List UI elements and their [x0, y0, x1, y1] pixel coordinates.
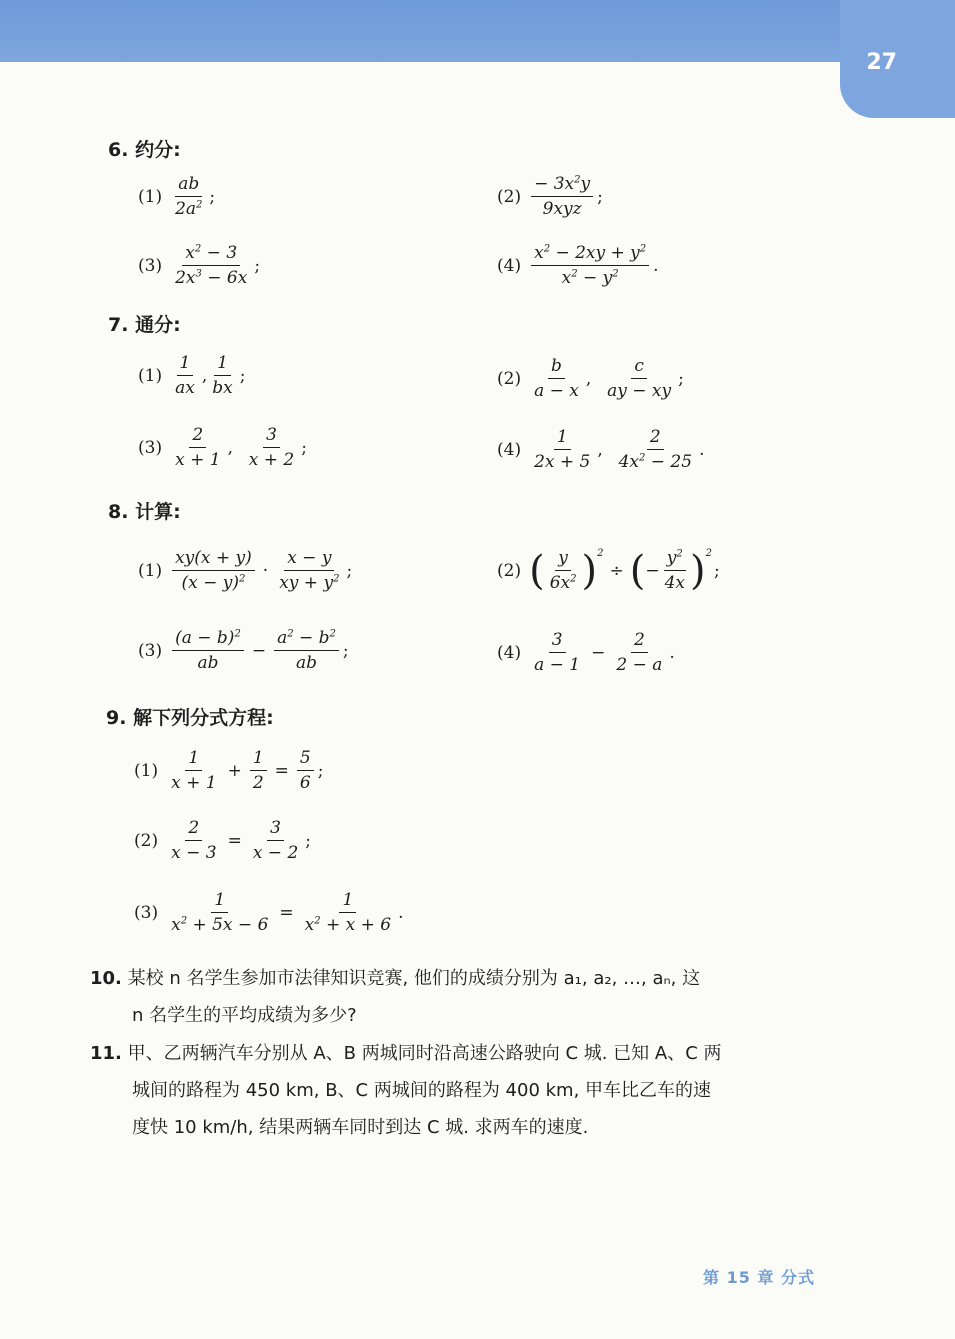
q7-item-3: (3) $\frac{2}{x + 1}$ , $\frac{3}{x + 2}$ ;	[138, 425, 307, 471]
q7-item-4: (4) $\frac{1}{2x + 5}$ , $\frac{2}{4x^2 - 25}$ .	[497, 427, 705, 473]
fraction: $\frac{1}{x^2 + x + 6}$	[304, 890, 392, 936]
question-number: 9.	[106, 707, 127, 729]
q8-item-2: (2) ( $\frac{y}{6x^2}$ ) $^2$ ÷ ( − $\frac{y^2}{4x}$ ) $^2$ ;	[497, 547, 720, 594]
q7-item-2: (2) $\frac{b}{a - x}$ , $\frac{c}{ay - xy}$ ;	[497, 356, 684, 402]
item-label: (4)	[497, 439, 522, 460]
q9-item-3: (3) $\frac{1}{x^2 + 5x - 6}$ = $\frac{1}{x^2 + x + 6}$ .	[134, 890, 404, 936]
fraction: $\frac{1}{x + 1}$	[171, 748, 217, 794]
item-label: (3)	[134, 902, 159, 923]
fraction: $\frac{1}{ax}$	[175, 353, 195, 399]
fraction: $\frac{x^2 - 3}{2x^3 - 6x}$	[175, 243, 248, 289]
question-8-heading	[108, 497, 181, 524]
fraction: $\frac{2}{x - 3}$	[171, 818, 217, 864]
fraction: $\frac{5}{6}$	[297, 748, 314, 794]
fraction: $\frac{3}{x + 2}$	[248, 425, 295, 471]
fraction: $\frac{ab}{2a^2}$	[175, 174, 203, 220]
q6-item-4: (4) $\frac{x^2 - 2xy + y^2}{x^2 - y^2}$ .	[497, 243, 659, 289]
item-label: (3)	[138, 640, 163, 661]
question-6-heading	[108, 135, 181, 162]
item-label: (1)	[138, 365, 163, 386]
question-11-line-1: 甲、乙两辆汽车分别从 A、B 两城同时沿高速公路驶向 C 城. 已知 A、C 两	[127, 1043, 722, 1064]
fraction: $\frac{xy(x + y)}{(x - y)^2}$	[172, 548, 255, 594]
fraction: $\frac{y^2}{4x}$	[664, 548, 685, 594]
page-number: 27	[866, 50, 897, 75]
question-title: 计算:	[135, 501, 181, 523]
q6-item-2: (2) $\frac{- 3x^2y}{\text{9xyz}}$ ;	[497, 174, 603, 220]
fraction: $\frac{c}{ay - xy}$	[607, 356, 672, 402]
q8-item-3: (3) $\frac{(a - b)^2}{ab}$ − $\frac{a^2 - b^2}{ab}$ ;	[138, 628, 349, 674]
item-label: (2)	[134, 830, 159, 851]
question-10-line-1: 某校 n 名学生参加市法律知识竞赛, 他们的成绩分别为 a₁, a₂, …, aₙ, 这	[127, 968, 701, 989]
question-number: 8.	[108, 501, 129, 523]
item-label: (2)	[497, 186, 522, 207]
fraction: $\frac{2}{x + 1}$	[175, 425, 221, 471]
item-label: (1)	[134, 760, 159, 781]
fraction: $\frac{1}{2}$	[250, 748, 267, 794]
q6-item-1: (1) $\frac{ab}{2a^2}$ ;	[138, 174, 216, 220]
question-number: 7.	[108, 314, 129, 336]
q8-item-4: (4) $\frac{3}{a - 1}$ − $\frac{2}{2 - a}$ .	[497, 630, 675, 676]
fraction: $\frac{b}{a - x}$	[534, 356, 579, 402]
item-label: (4)	[497, 642, 522, 663]
fraction: $\frac{3}{a - 1}$	[534, 630, 581, 676]
fraction: $\frac{- 3x^2y}{\text{9xyz}}$	[531, 174, 593, 220]
item-label: (3)	[138, 437, 163, 458]
question-10	[90, 960, 850, 1034]
question-11	[90, 1035, 850, 1146]
fraction: $\frac{y}{6x^2}$	[549, 548, 577, 594]
question-11-line-3: 度快 10 km/h, 结果两辆车同时到达 C 城. 求两车的速度.	[132, 1117, 589, 1138]
question-number: 6.	[108, 139, 129, 161]
fraction: $\frac{2}{4x^2 - 25}$	[618, 427, 693, 473]
question-10-line-2: n 名学生的平均成绩为多少?	[132, 1005, 357, 1026]
fraction: $\frac{1}{x^2 + 5x - 6}$	[171, 890, 269, 936]
fraction: $\frac{x - y}{xy + y^2}$	[279, 548, 340, 594]
question-number: 11.	[90, 1043, 122, 1064]
fraction: $\frac{1}{2x + 5}$	[534, 427, 591, 473]
question-title: 通分:	[135, 314, 181, 336]
page-number-tab	[840, 0, 955, 118]
item-label: (1)	[138, 560, 163, 581]
item-label: (1)	[138, 186, 163, 207]
chapter-footer: 第 15 章 分式	[703, 1268, 815, 1287]
question-7-heading	[108, 310, 181, 337]
item-label: (4)	[497, 255, 522, 276]
question-number: 10.	[90, 968, 122, 989]
question-title: 解下列分式方程:	[133, 707, 274, 729]
question-9-heading	[106, 703, 274, 730]
question-11-line-2: 城间的路程为 450 km, B、C 两城间的路程为 400 km, 甲车比乙车的速	[132, 1080, 712, 1101]
fraction: $\frac{x^2 - 2xy + y^2}{x^2 - y^2}$	[531, 243, 649, 289]
header-band	[0, 0, 955, 62]
item-label: (2)	[497, 368, 522, 389]
fraction: $\frac{a^2 - b^2}{ab}$	[274, 628, 339, 674]
q8-item-1: (1) $\frac{xy(x + y)}{(x - y)^2}$ · $\frac{x - y}{xy + y^2}$ ;	[138, 548, 353, 594]
q9-item-1: (1) $\frac{1}{x + 1}$ + $\frac{1}{2}$ = $\frac{5}{6}$ ;	[134, 748, 324, 794]
q7-item-1: (1) $\frac{1}{ax}$ , $\frac{1}{bx}$ ;	[138, 353, 246, 399]
fraction: $\frac{(a - b)^2}{ab}$	[172, 628, 244, 674]
item-label: (3)	[138, 255, 163, 276]
question-title: 约分:	[135, 139, 181, 161]
q6-item-3: (3) $\frac{x^2 - 3}{2x^3 - 6x}$ ;	[138, 243, 261, 289]
fraction: $\frac{1}{bx}$	[212, 353, 233, 399]
item-label: (2)	[497, 560, 522, 581]
fraction: $\frac{3}{x - 2}$	[252, 818, 299, 864]
fraction: $\frac{2}{2 - a}$	[616, 630, 663, 676]
q9-item-2: (2) $\frac{2}{x - 3}$ = $\frac{3}{x - 2}$ ;	[134, 818, 312, 864]
